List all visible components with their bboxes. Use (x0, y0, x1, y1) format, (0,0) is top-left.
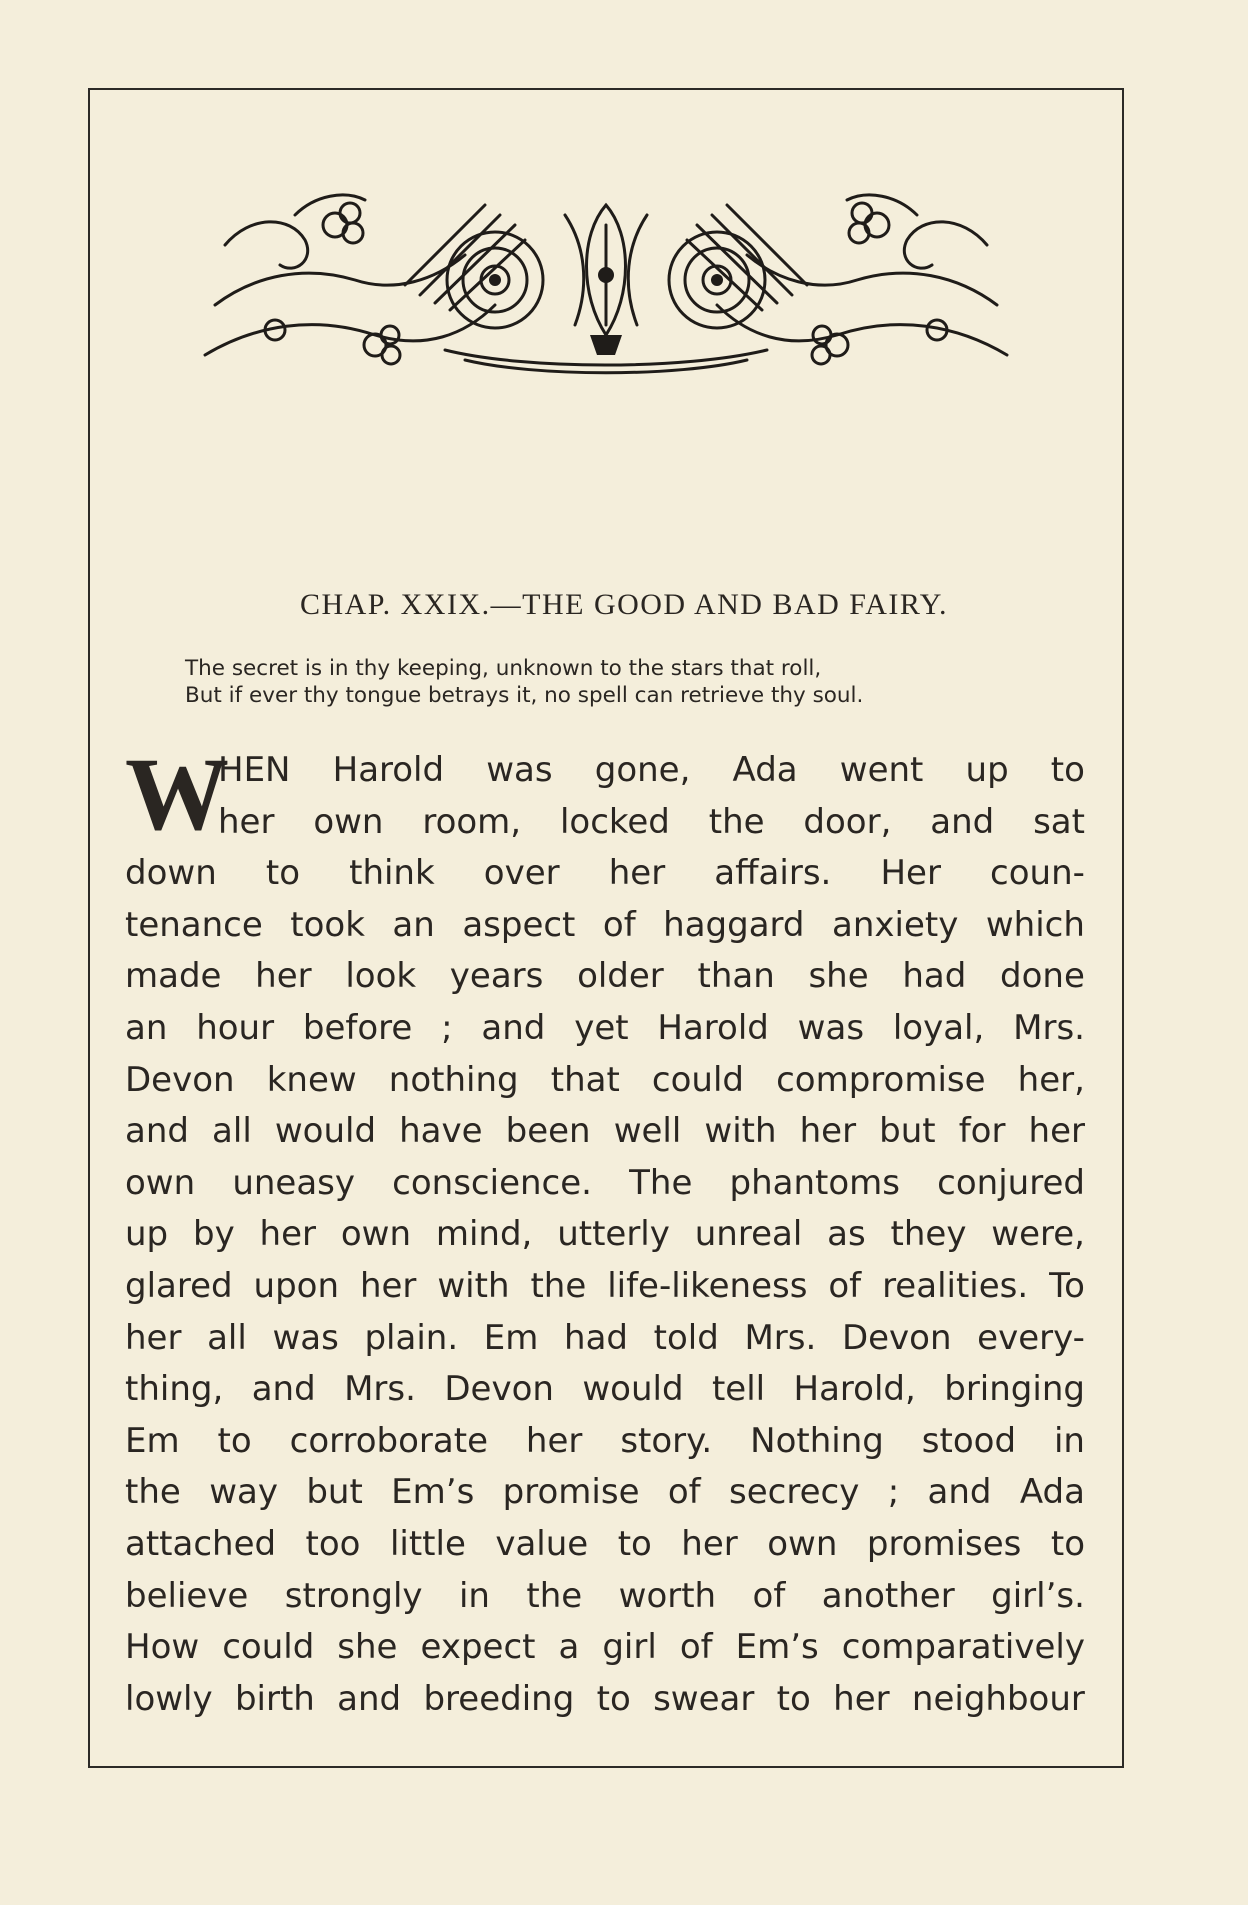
text-word: of (752, 1575, 786, 1616)
text-word: thing, (125, 1369, 224, 1410)
text-word: and (251, 1369, 316, 1410)
text-word: aspect (462, 904, 576, 945)
text-word: sat (1033, 801, 1085, 842)
text-word: neighbour (911, 1678, 1085, 1719)
text-word: they (890, 1214, 967, 1255)
text-word: to (265, 853, 300, 894)
text-word: her (525, 1420, 583, 1461)
text-word: uneasy (232, 1162, 356, 1203)
text-word: How (125, 1627, 200, 1668)
text-line (125, 1003, 1085, 1055)
text-line (125, 797, 1085, 849)
text-word: phantoms (729, 1162, 901, 1203)
text-word: Harold (332, 750, 445, 790)
text-word: in (458, 1575, 490, 1616)
text-word: all (207, 1317, 247, 1358)
text-word: and (337, 1678, 402, 1719)
text-word: believe (125, 1575, 249, 1616)
text-word: to (1050, 1523, 1085, 1564)
text-word: well (613, 1111, 682, 1152)
text-word: her (1028, 1111, 1085, 1152)
text-line (125, 1158, 1085, 1210)
text-word: Her (880, 853, 941, 894)
text-word: to (1050, 750, 1085, 790)
text-word: years (449, 956, 544, 997)
text-word: been (505, 1111, 591, 1152)
text-line (125, 1519, 1085, 1571)
text-word: Devon (125, 1059, 235, 1100)
text-word: of (679, 1627, 713, 1668)
text-word: own (125, 1162, 196, 1203)
text-line (125, 900, 1085, 952)
text-word: a (558, 1627, 580, 1668)
text-word: room, (422, 801, 522, 842)
text-word: mind, (435, 1214, 533, 1255)
epigraph-line: The secret is in thy keeping, unknown to the stars that roll, (185, 656, 822, 681)
text-word: the (125, 1472, 181, 1513)
drop-cap: W (125, 737, 229, 852)
text-word: have (399, 1111, 483, 1152)
text-word: took (290, 904, 365, 945)
text-word: Harold, (793, 1369, 916, 1410)
text-word: told (653, 1317, 719, 1358)
text-word: locked (559, 801, 670, 842)
text-word: lowly (125, 1678, 213, 1719)
text-word: her (799, 1111, 857, 1152)
text-word: her (608, 853, 666, 894)
text-word: realities. (882, 1265, 1029, 1306)
text-line (125, 1571, 1085, 1623)
text-word: plain. (364, 1317, 459, 1358)
text-word: Devon (841, 1317, 952, 1358)
text-word: with (704, 1111, 777, 1152)
text-line (125, 1364, 1085, 1416)
text-word: Harold (657, 1007, 769, 1048)
text-word: conscience. (392, 1162, 592, 1203)
text-line (125, 1209, 1085, 1261)
text-word: Em’s (735, 1627, 819, 1668)
text-word: own (767, 1523, 838, 1564)
text-word: all (212, 1111, 252, 1152)
text-word: her, (1017, 1059, 1085, 1100)
text-word: her (833, 1678, 890, 1719)
text-word: look (345, 956, 417, 997)
text-word: which (985, 904, 1085, 945)
text-word: little (389, 1523, 466, 1564)
text-word: of (602, 904, 636, 945)
text-word: of (667, 1472, 701, 1513)
text-word: Devon (444, 1369, 554, 1410)
text-word: ; (441, 1007, 453, 1048)
text-word: went (839, 750, 924, 790)
text-line (125, 1261, 1085, 1313)
text-word: To (1049, 1265, 1085, 1306)
chapter-paragraph (125, 737, 1085, 1725)
text-word: had (902, 956, 967, 997)
text-word: for (958, 1111, 1006, 1152)
text-word: utterly (557, 1214, 670, 1255)
text-word: of (828, 1265, 862, 1306)
text-word: door, (803, 801, 892, 842)
text-word: ; (887, 1472, 900, 1513)
text-word: would (582, 1369, 684, 1410)
text-line (125, 1055, 1085, 1107)
text-word: value (495, 1523, 589, 1564)
epigraph-line: But if ever thy tongue betrays it, no spell can retrieve thy soul. (185, 683, 864, 708)
text-word: promises (866, 1523, 1022, 1564)
text-word: done (1000, 956, 1085, 997)
text-word: and (481, 1007, 546, 1048)
text-word: before (302, 1007, 413, 1048)
text-word: her (681, 1523, 738, 1564)
text-word: Em (125, 1420, 180, 1461)
text-word: her (218, 801, 275, 842)
text-word: breeding (423, 1678, 575, 1719)
text-word: but (306, 1472, 363, 1513)
text-word: could (651, 1059, 744, 1100)
text-word: an (392, 904, 435, 945)
text-word: was (272, 1317, 339, 1358)
text-word: coun- (990, 853, 1085, 894)
text-word: that (550, 1059, 620, 1100)
text-word: Em’s (391, 1472, 475, 1513)
text-word: would (274, 1111, 377, 1152)
text-word: than (697, 956, 775, 997)
text-word: another (821, 1575, 955, 1616)
text-word: yet (574, 1007, 629, 1048)
text-word: swear (653, 1678, 755, 1719)
text-word: to (776, 1678, 811, 1719)
text-line (125, 1416, 1085, 1468)
text-word: girl (602, 1627, 657, 1668)
text-word: her (259, 1214, 316, 1255)
text-word: could (222, 1627, 315, 1668)
text-word: as (827, 1214, 866, 1255)
text-line (125, 745, 1085, 797)
text-word: HEN (218, 750, 291, 790)
text-word: were, (991, 1214, 1085, 1255)
text-word: knew (266, 1059, 357, 1100)
epigraph (185, 655, 1065, 709)
text-word: secrecy (729, 1472, 860, 1513)
text-word: to (617, 1523, 652, 1564)
text-word: nothing (388, 1059, 519, 1100)
text-word: and (930, 801, 995, 842)
text-line (125, 951, 1085, 1003)
text-word: was (797, 1007, 865, 1048)
text-word: Ada (1019, 1472, 1085, 1513)
text-word: glared (125, 1265, 233, 1306)
text-word: her (359, 1265, 417, 1306)
text-word: too (305, 1523, 361, 1564)
text-word: Ada (732, 750, 798, 790)
text-word: way (209, 1472, 278, 1513)
text-word: by (192, 1214, 235, 1255)
text-word: comparatively (841, 1627, 1085, 1668)
text-word: her (255, 956, 312, 997)
text-word: she (808, 956, 869, 997)
text-word: in (1053, 1420, 1085, 1461)
text-line (125, 1313, 1085, 1365)
text-word: Mrs. (744, 1317, 817, 1358)
text-word: loyal, (892, 1007, 985, 1048)
text-word: affairs. (714, 853, 832, 894)
text-word: up (965, 750, 1009, 790)
text-word: older (577, 956, 664, 997)
text-word: birth (234, 1678, 315, 1719)
text-word: tell (711, 1369, 766, 1410)
text-word: over (483, 853, 560, 894)
text-word: but (879, 1111, 936, 1152)
text-line (125, 848, 1085, 900)
text-word: promise (502, 1472, 640, 1513)
text-word: and (125, 1111, 189, 1152)
text-word: Em (483, 1317, 539, 1358)
text-word: hour (196, 1007, 275, 1048)
text-word: anxiety (832, 904, 959, 945)
text-word: corroborate (289, 1420, 488, 1461)
text-word: and (927, 1472, 992, 1513)
text-word: bringing (944, 1369, 1085, 1410)
text-word: compromise (776, 1059, 986, 1100)
text-word: strongly (284, 1575, 423, 1616)
text-word: upon (253, 1265, 340, 1306)
text-word: every- (977, 1317, 1085, 1358)
text-word: with (437, 1265, 510, 1306)
text-word: girl’s. (991, 1575, 1085, 1616)
text-line (125, 1106, 1085, 1158)
text-word: to (217, 1420, 252, 1461)
text-word: own (340, 1214, 411, 1255)
text-word: The (629, 1162, 693, 1203)
text-word: the (708, 801, 765, 842)
text-line (125, 1622, 1085, 1674)
text-word: made (125, 956, 222, 997)
text-line (125, 1674, 1085, 1726)
text-word: unreal (694, 1214, 803, 1255)
text-word: she (337, 1627, 398, 1668)
text-word: to (596, 1678, 631, 1719)
chapter-title: CHAP. XXIX.—THE GOOD AND BAD FAIRY. (299, 588, 949, 621)
text-word: gone, (594, 750, 691, 790)
text-word: had (564, 1317, 628, 1358)
text-word: the (530, 1265, 587, 1306)
text-word: own (313, 801, 384, 842)
text-word: stood (921, 1420, 1017, 1461)
text-word: expect (420, 1627, 536, 1668)
text-line (125, 1467, 1085, 1519)
text-word: down (125, 853, 217, 894)
text-word: an (125, 1007, 168, 1048)
floral-headpiece-ornament-icon (195, 185, 1017, 380)
text-word: worth (618, 1575, 717, 1616)
text-word: haggard (663, 904, 805, 945)
text-word: tenance (125, 904, 263, 945)
text-word: life-likeness (607, 1265, 808, 1306)
text-word: think (349, 853, 435, 894)
text-word: Mrs. (1013, 1007, 1085, 1048)
text-word: was (486, 750, 553, 790)
text-word: story. (620, 1420, 713, 1461)
text-word: her (125, 1317, 182, 1358)
text-word: Mrs. (344, 1369, 416, 1410)
text-word: attached (125, 1523, 277, 1564)
text-word: conjured (937, 1162, 1085, 1203)
text-word: up (125, 1214, 169, 1255)
text-word: Nothing (750, 1420, 884, 1461)
text-word: the (526, 1575, 583, 1616)
